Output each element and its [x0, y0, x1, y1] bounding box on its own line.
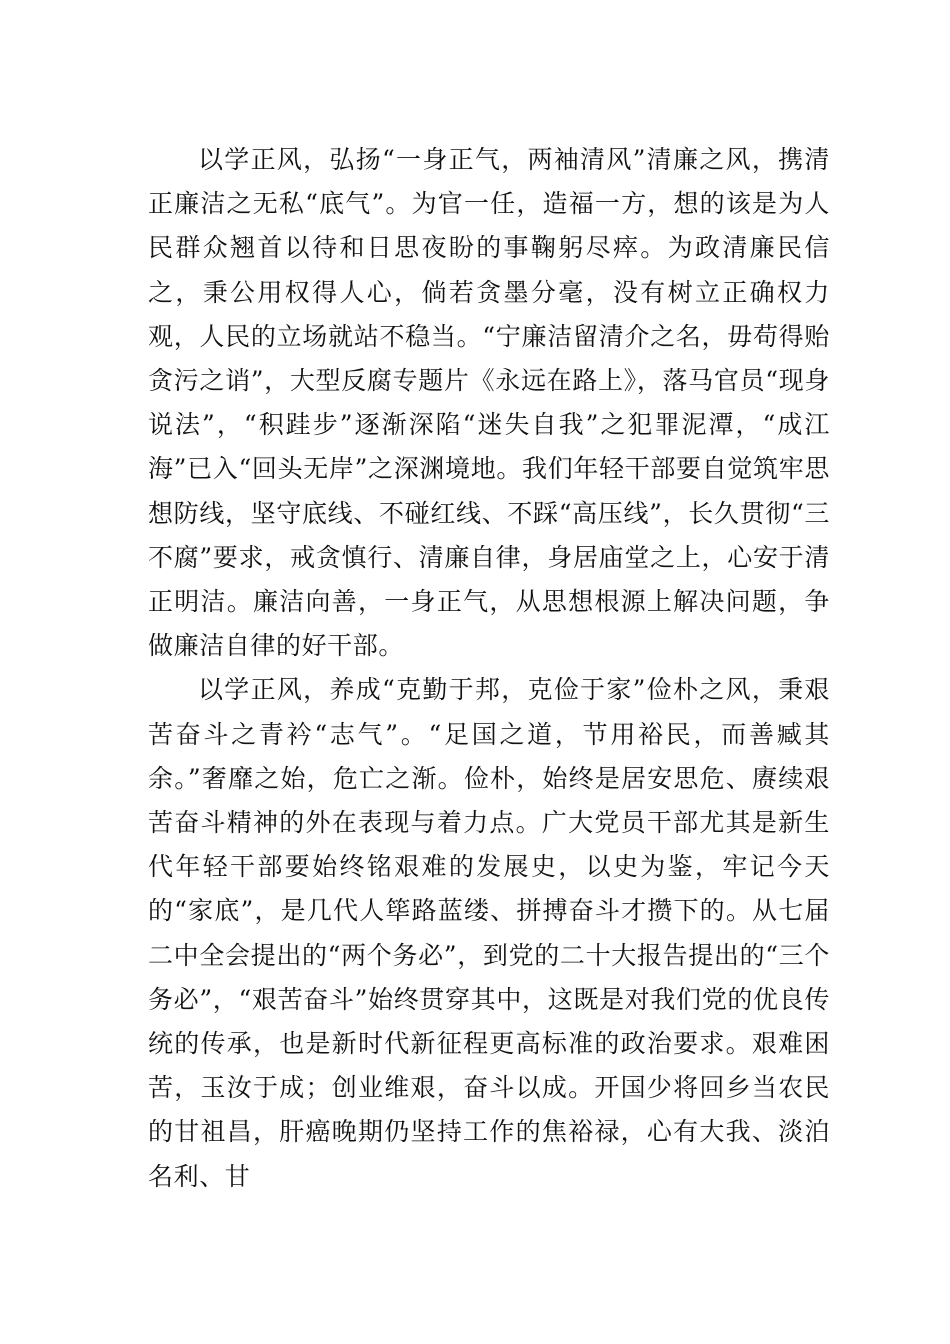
paragraph-integrity: 以学正风，弘扬“一身正气，两袖清风”清廉之风，携清正廉洁之无私“底气”。为官一任，造福一方，想的该是为人民群众翘首以待和日思夜盼的事鞠躬尽瘁。为政清廉民信之，秉公用权得人心，倘若贪墨分毫，没有树立正确权力观，人民的立场就站不稳当。“宁廉洁留清介之名，毋苟得贻贪污之诮”，大型反腐专题片《永远在路上》，落马官员“现身说法”，“积跬步”逐渐深陷“迷失自我”之犯罪泥潭，“成江海”已入“回头无岸”之深渊境地。我们年轻干部要自觉筑牢思想防线，坚守底线、不碰红线、不踩“高压线”，长久贯彻“三不腐”要求，戒贪慎行、清廉自律，身居庙堂之上，心安于清正明洁。廉洁向善，一身正气，从思想根源上解决问题，争做廉洁自律的好干部。 [148, 145, 830, 661]
document-body [148, 138, 830, 1199]
paragraph-frugality: 以学正风，养成“克勤于邦，克俭于家”俭朴之风，秉艰苦奋斗之青衿“志气”。“足国之道，节用裕民，而善臧其余。”奢靡之始，危亡之渐。俭朴，始终是居安思危、赓续艰苦奋斗精神的外在表现与着力点。广大党员干部尤其是新生代年轻干部要始终铭艰难的发展史，以史为鉴，牢记今天的“家底”，是几代人筚路蓝缕、拼搏奋斗才攒下的。从七届二中全会提出的“两个务必”，到党的二十大报告提出的“三个务必”，“艰苦奋斗”始终贯穿其中，这既是对我们党的优良传统的传承，也是新时代新征程更高标准的政治要求。艰难困苦，玉汝于成；创业维艰，奋斗以成。开国少将回乡当农民的甘祖昌，肝癌晚期仍坚持工作的焦裕禄，心有大我、淡泊名利、甘 [148, 675, 830, 1191]
